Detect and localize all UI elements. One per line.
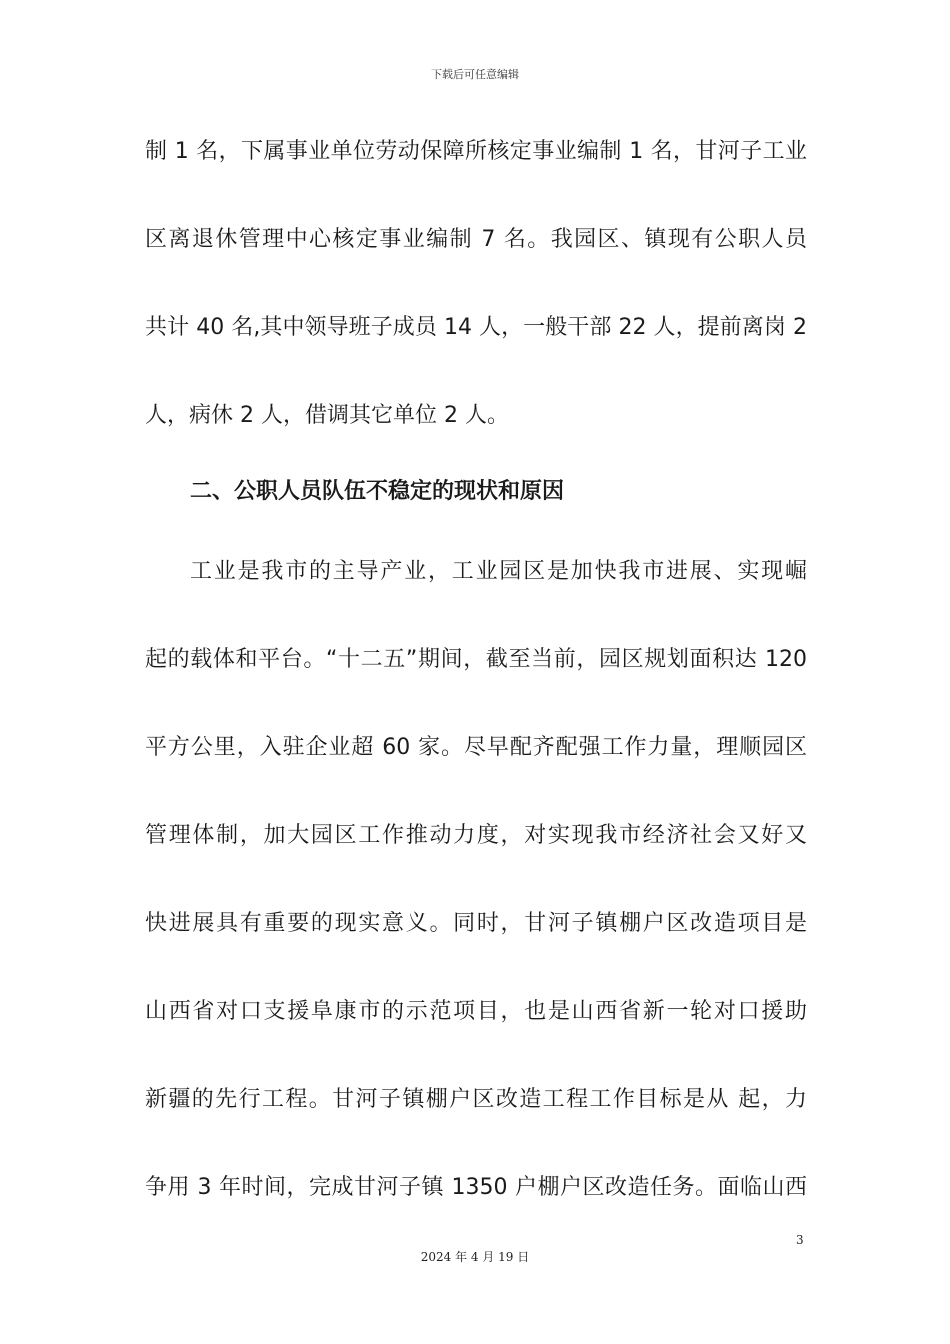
body-line: 起的载体和平台。“十二五”期间，截至当前，园区规划面积达 120 [145, 647, 807, 672]
body-line: 共计 40 名,其中领导班子成员 14 人，一般干部 22 人，提前离岗 2 [145, 315, 807, 340]
body-line: 平方公里，入驻企业超 60 家。尽早配齐配强工作力量，理顺园区 [145, 735, 807, 760]
body-line: 区离退休管理中心核定事业编制 7 名。我园区、镇现有公职人员 [145, 227, 807, 252]
body-line: 人，病休 2 人，借调其它单位 2 人。 [145, 403, 509, 428]
body-line: 管理体制，加大园区工作推动力度，对实现我市经济社会又好又 [145, 823, 807, 848]
body-line: 新疆的先行工程。甘河子镇棚户区改造工程工作目标是从 起，力 [145, 1087, 807, 1112]
page-header: 下载后可任意编辑 [431, 68, 519, 81]
body-line: 山西省对口支援阜康市的示范项目，也是山西省新一轮对口援助 [145, 999, 807, 1024]
body-line: 工业是我市的主导产业，工业园区是加快我市进展、实现崛 [190, 559, 807, 584]
section-heading: 二、公职人员队伍不稳定的现状和原因 [190, 479, 565, 504]
body-line: 制 1 名，下属事业单位劳动保障所核定事业编制 1 名，甘河子工业 [145, 139, 807, 164]
page-footer-date: 2024 年 4 月 19 日 [420, 1250, 530, 1264]
body-line: 快进展具有重要的现实意义。同时，甘河子镇棚户区改造项目是 [145, 911, 807, 936]
document-body [145, 129, 807, 1253]
body-line: 争用 3 年时间，完成甘河子镇 1350 户棚户区改造任务。面临山西 [145, 1175, 807, 1200]
page-number: 3 [796, 1233, 804, 1247]
